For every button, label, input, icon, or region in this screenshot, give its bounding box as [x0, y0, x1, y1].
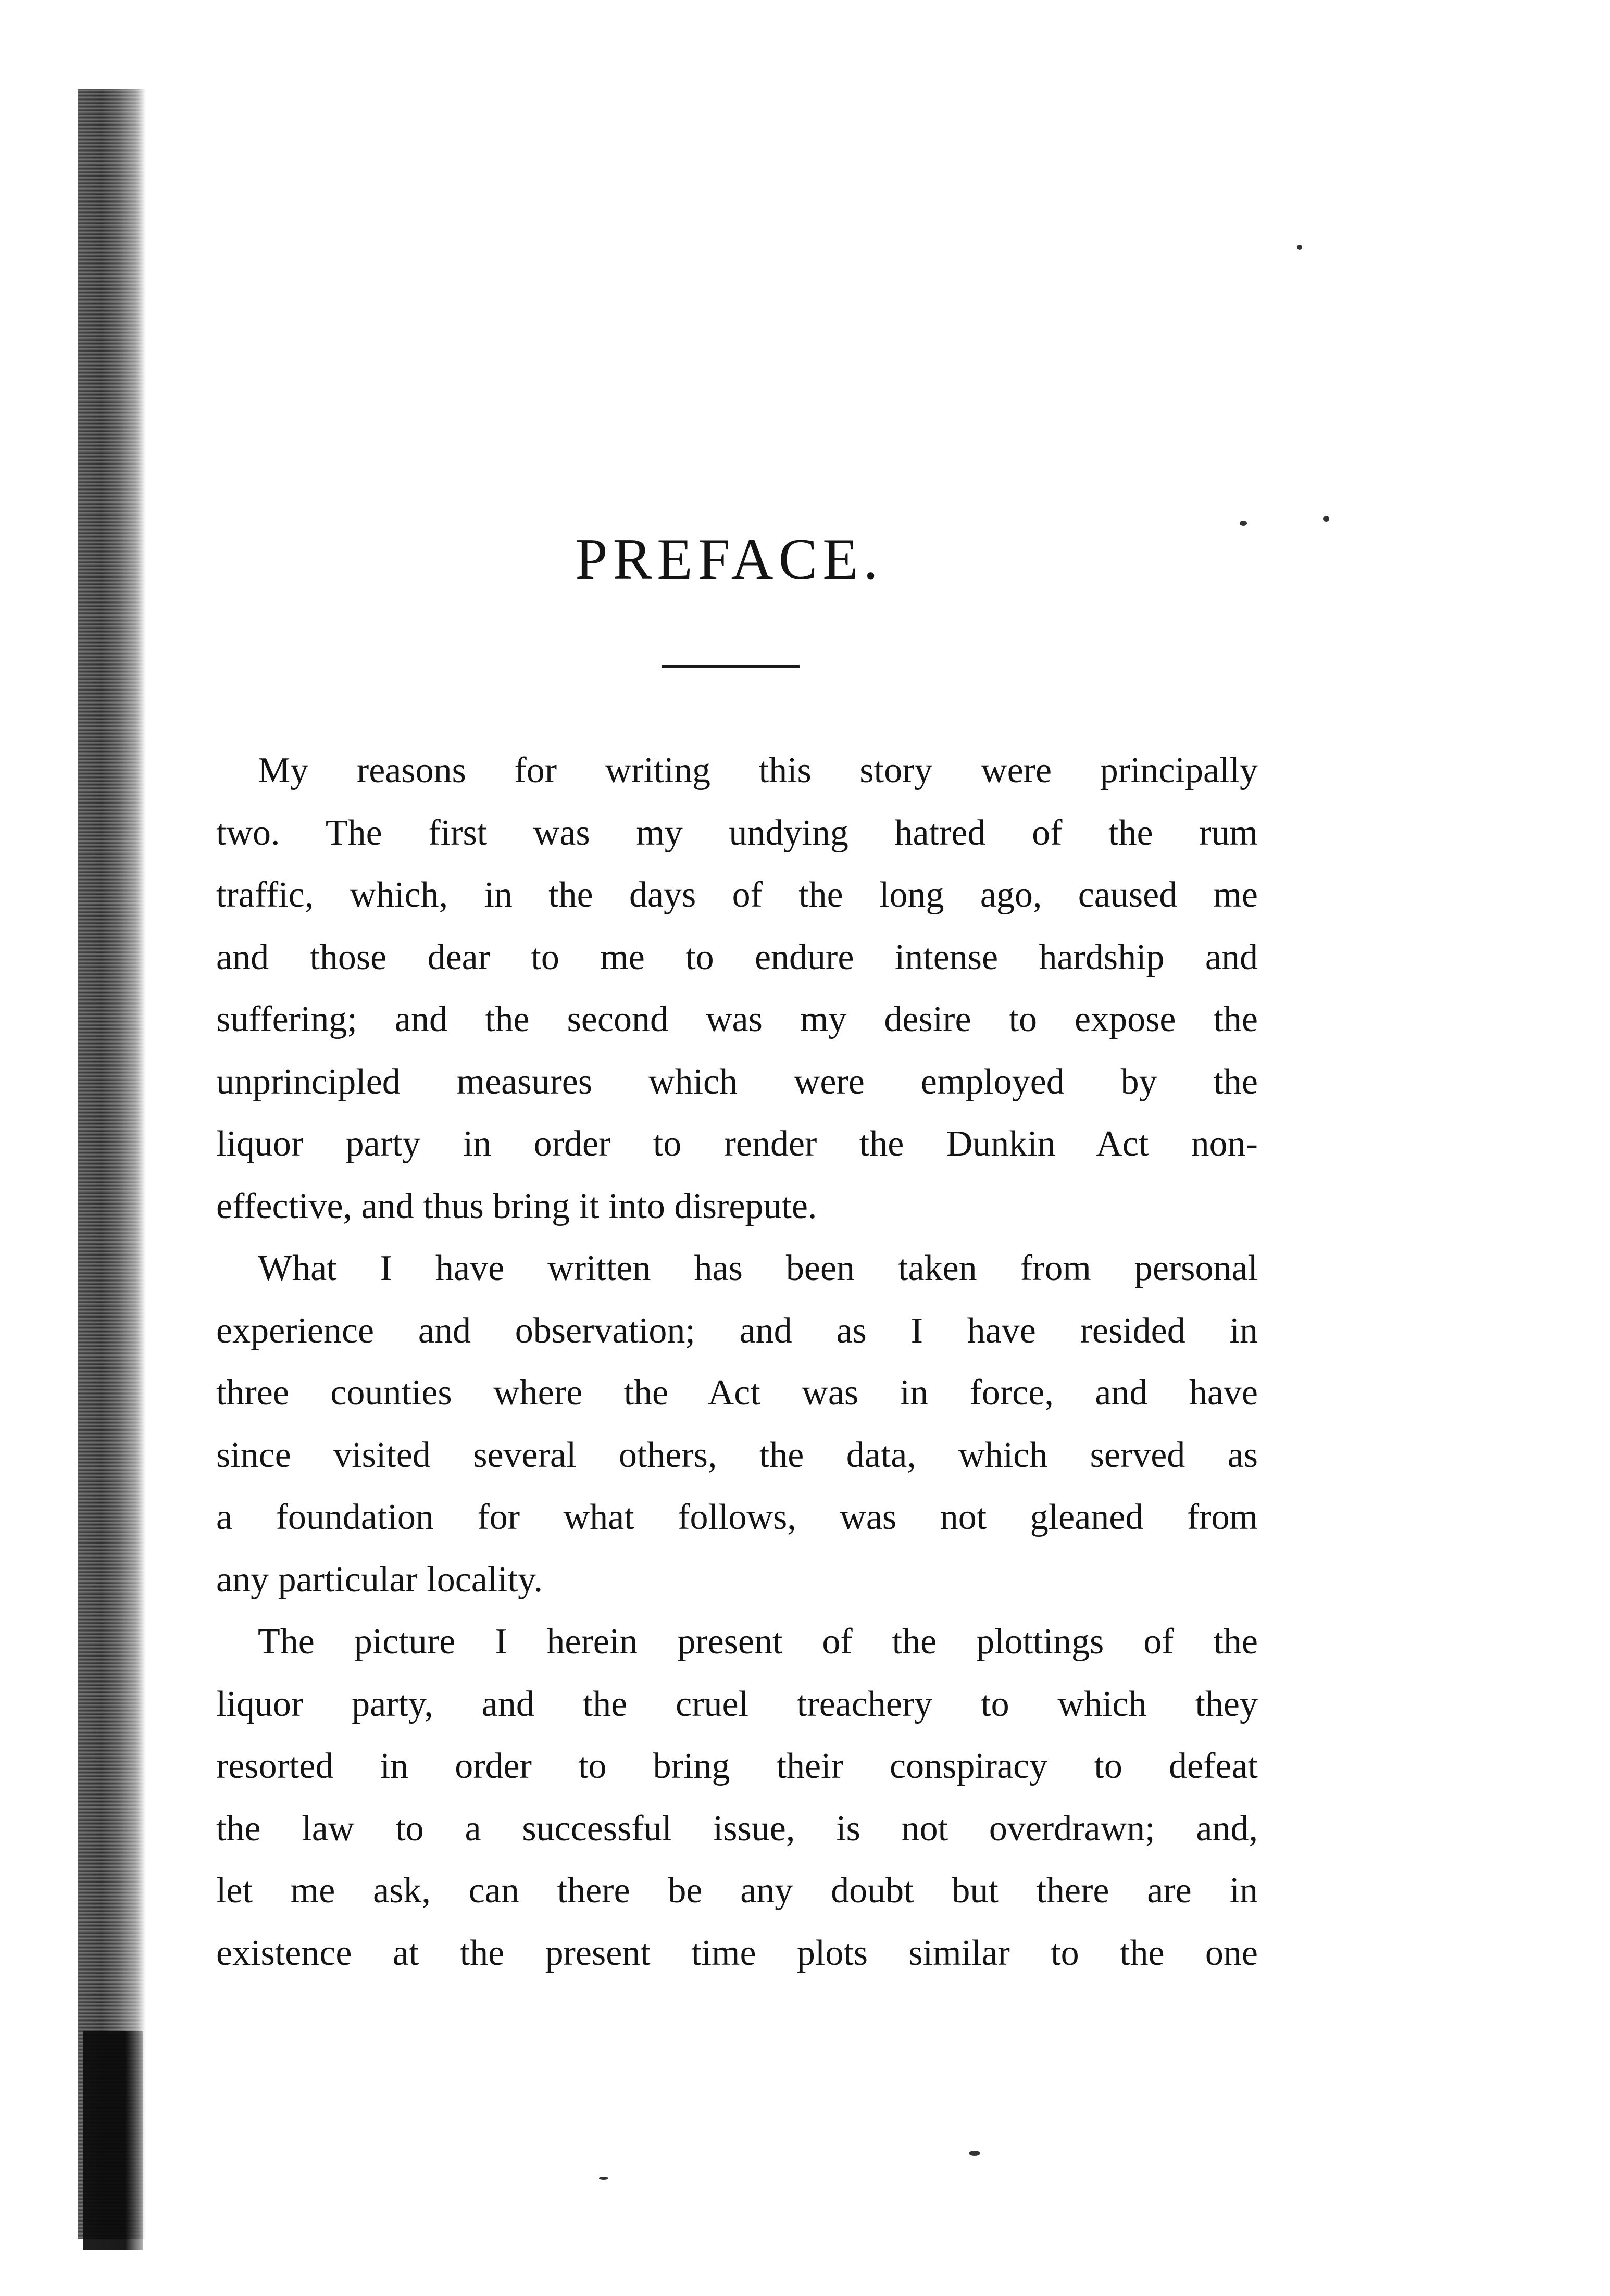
text-line: The picture I herein present of the plottings of the	[258, 1622, 1258, 1662]
text-line: liquor party, and the cruel treachery to which they	[216, 1684, 1258, 1724]
text-line: three counties where the Act was in force, and have	[216, 1373, 1258, 1413]
text-line: suffering; and the second was my desire to expose the	[216, 999, 1258, 1039]
paragraph-2	[216, 1237, 1258, 1611]
text-line: any particular locality.	[216, 1559, 543, 1600]
text-line: a foundation for what follows, was not gleaned from	[216, 1497, 1258, 1537]
paragraph-3	[216, 1611, 1258, 1984]
scan-speck	[1323, 516, 1329, 522]
scan-speck	[1240, 521, 1247, 526]
page-title	[0, 526, 1458, 593]
text-line: since visited several others, the data, which served as	[216, 1435, 1258, 1475]
text-line: liquor party in order to render the Dunkin Act non-	[216, 1124, 1258, 1164]
binding-shadow	[78, 89, 146, 2239]
paragraph-1	[216, 739, 1258, 1237]
text-line: effective, and thus bring it into disrepute.	[216, 1186, 817, 1226]
text-line: and those dear to me to endure intense hardship and	[216, 937, 1258, 977]
text-line: experience and observation; and as I have resided in	[216, 1310, 1258, 1351]
scan-speck	[1297, 245, 1302, 250]
text-line: existence at the present time plots similar to the one	[216, 1933, 1258, 1973]
text-line: let me ask, can there be any doubt but there are in	[216, 1871, 1258, 1911]
scan-speck	[599, 2177, 608, 2180]
title-rule	[662, 665, 800, 668]
binding-shadow-lower	[83, 2031, 143, 2250]
scan-speck	[969, 2151, 980, 2156]
text-line: the law to a successful issue, is not overdrawn; and,	[216, 1808, 1258, 1849]
text-line: unprincipled measures which were employed by the	[216, 1061, 1258, 1102]
preface-body	[216, 739, 1258, 1984]
text-line: My reasons for writing this story were principally	[258, 750, 1258, 791]
text-line: traffic, which, in the days of the long ago, caused me	[216, 875, 1258, 915]
text-line: resorted in order to bring their conspiracy to defeat	[216, 1746, 1258, 1786]
page-title-text: PREFACE.	[575, 527, 883, 592]
text-line: two. The first was my undying hatred of the rum	[216, 812, 1258, 853]
text-line: What I have written has been taken from personal	[258, 1248, 1258, 1288]
